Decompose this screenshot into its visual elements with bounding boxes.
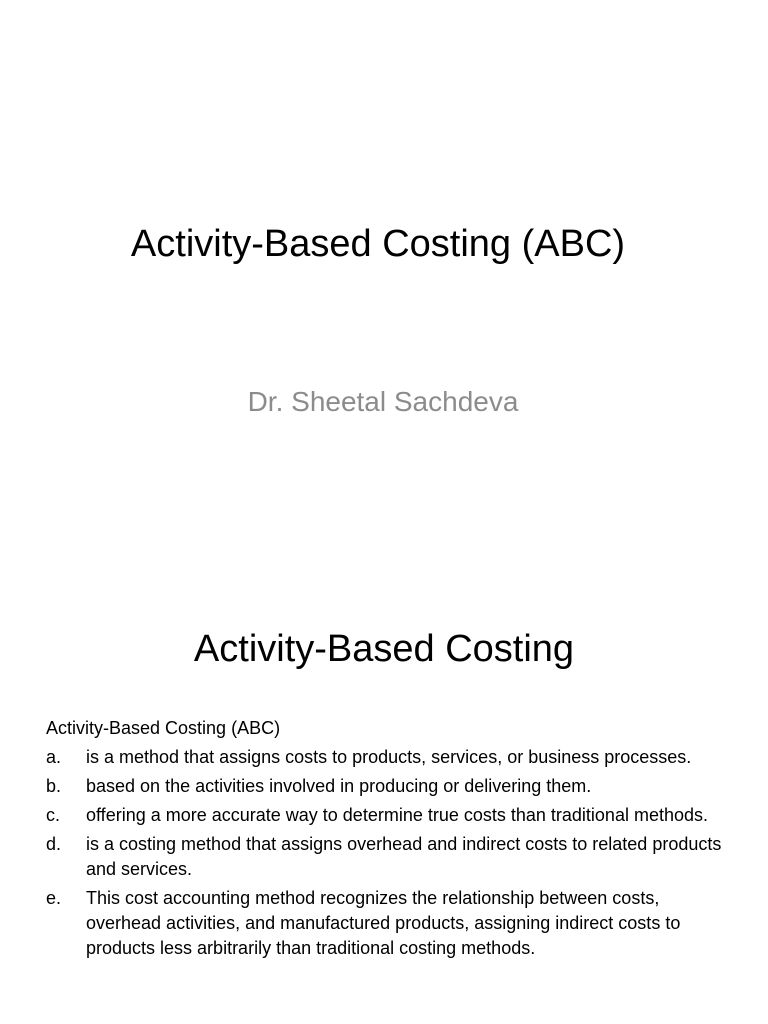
content-body [46, 716, 736, 965]
list-marker: e. [46, 888, 62, 908]
list-item [46, 745, 736, 770]
list-marker: b. [46, 776, 62, 796]
list-item [46, 832, 736, 882]
list-marker: a. [46, 747, 62, 767]
list-item [46, 774, 736, 799]
slide-title: Activity-Based Costing (ABC) [130, 223, 626, 265]
content-slide [0, 576, 768, 1024]
slide-subtitle-author: Dr. Sheetal Sachdeva [247, 386, 519, 417]
list-marker: c. [46, 805, 61, 825]
list-marker: d. [46, 834, 62, 854]
list-item-text: is a method that assigns costs to products, services, or business processes. [86, 747, 692, 767]
definition-list [46, 745, 736, 961]
list-item-text: This cost accounting method recognizes the relationship between costs, overhead activities, and manufactured products, assigning indirect costs to products less arbitrarily than traditional costing methods. [86, 888, 681, 958]
content-slide-title: Activity-Based Costing [193, 628, 575, 670]
intro-text: Activity-Based Costing (ABC) [46, 718, 281, 738]
list-item [46, 886, 736, 961]
list-item-text: offering a more accurate way to determine true costs than traditional methods. [86, 805, 708, 825]
list-item-text: is a costing method that assigns overhead and indirect costs to related products and services. [86, 834, 722, 879]
list-item-text: based on the activities involved in producing or delivering them. [86, 776, 592, 796]
list-item [46, 803, 736, 828]
